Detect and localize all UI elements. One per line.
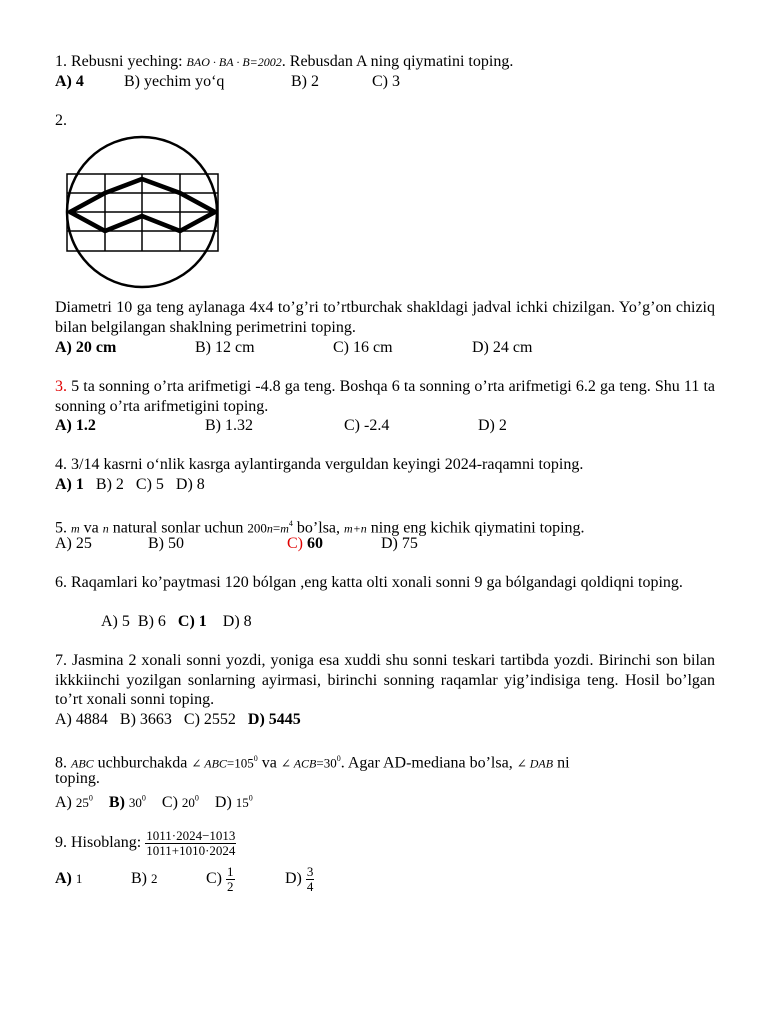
q7-text: 7. Jasmina 2 xonali sonni yozdi, yoniga esa xuddi shu sonni teskari tartibda yozdi. Birinchi son bilan ikkkiinchi yozilgan sonlarning ayirmasi, birinchi sonning raqamlar yig’indisiga teng. Hosil bo’lgan to’rt xonali sonni toping.	[55, 652, 715, 708]
q4-option-b: B) 2	[95, 476, 124, 493]
q2-option-a: A) 20 cm	[55, 339, 117, 356]
q6-text: 6. Raqamlari ko’paytmasi 120 bólgan ,eng katta olti xonali sonni 9 ga bólgandagi qoldiqni toping.	[55, 574, 683, 591]
q4-option-c: C) 5	[135, 476, 164, 493]
q6-option-d: D) 8	[222, 613, 252, 630]
q9-fraction: $\frac{1011\cdot 2024-1013}{1011+1010\cdot 2024}$	[146, 827, 236, 858]
q3-option-d: D) 2	[478, 417, 507, 434]
q2-option-d: D) 24 cm	[472, 339, 533, 356]
q4-option-d: D) 8	[175, 476, 205, 493]
q6-option-c: C) 1	[177, 613, 207, 630]
q6-options	[101, 612, 252, 632]
q5-option-a: A) 25	[55, 535, 92, 552]
q8-option-d: D) $15^0$	[214, 794, 253, 812]
q1-option-b: B) yechim yo‘q	[124, 73, 225, 90]
q1-option-c: C) 3	[372, 73, 400, 90]
q5-option-b: B) 50	[148, 535, 184, 552]
q1-option-b2: B) 2	[291, 73, 319, 90]
q8-options	[55, 789, 253, 813]
q9-option-d: D) $\frac{3}{4}$	[285, 863, 314, 894]
q5-option-d: D) 75	[381, 535, 418, 552]
q8-text-cont: toping.	[55, 770, 100, 787]
q3-text: 3. 5 ta sonning o’rta arifmetigi -4.8 ga teng. Boshqa 6 ta sonning o’rta arifmetigi 6.2 ga teng. Shu 11 ta sonning o’rta arifmetigini toping.	[55, 378, 715, 415]
q3-option-c: C) -2.4	[344, 417, 390, 434]
q7-option-a: A) 4884	[55, 711, 108, 728]
q4-options	[55, 475, 205, 495]
q9-option-a: A) 1	[55, 870, 83, 887]
q1-option-a: A) 4	[55, 73, 84, 90]
q7-option-d: D) 5445	[247, 711, 301, 728]
q4-text: 4. 3/14 kasrni o‘nlik kasrga aylantirganda verguldan keyingi 2024-raqamni toping.	[55, 456, 584, 473]
q9-text: 9. Hisoblang: $\frac{1011\cdot 2024-1013}{1011+1010\cdot 2024}$	[55, 827, 236, 858]
q3-option-a: A) 1.2	[55, 417, 96, 434]
q8-option-a: A) $25^0$	[55, 794, 93, 812]
q2-option-c: C) 16 cm	[333, 339, 393, 356]
q7-option-b: B) 3663	[119, 711, 172, 728]
q6-option-a: A) 5	[101, 613, 130, 630]
q7-options	[55, 710, 301, 730]
q9-option-b: B) 2	[131, 870, 158, 887]
q8-text: 8. ABC uchburchakda ∠ $ABC=105^0$ va ∠ $ACB=30^0$. Agar AD-mediana bo’lsa, ∠ DAB ni	[55, 754, 570, 772]
q6-option-b: B) 6	[137, 613, 166, 630]
q2-number: 2.	[55, 112, 67, 129]
q8-option-b: B) $30^0$	[108, 794, 146, 812]
grid	[67, 174, 218, 251]
q3-number: 3.	[55, 378, 67, 395]
q3-option-b: B) 1.32	[205, 417, 253, 434]
q9-option-c: C) $\frac{1}{2}$	[206, 863, 234, 894]
q2-option-b: B) 12 cm	[195, 339, 255, 356]
q1-text: 1. Rebusni yeching: BAO · BA · B=2002. Rebusdan A ning qiymatini toping.	[55, 53, 514, 70]
q5-text: 5. m va n natural sonlar uchun $200n=m^4$ bo’lsa, m+n ning eng kichik qiymatini toping.	[55, 519, 585, 537]
q2-figure	[55, 134, 235, 290]
q4-option-a: A) 1	[55, 476, 84, 493]
q2-text: Diametri 10 ga teng aylanaga 4x4 to’g’ri to’rtburchak shakldagi jadval ichki chizilgan. Yo’g’on chiziq bilan belgilangan shaklning perimetrini toping.	[55, 299, 715, 336]
q8-option-c: C) $20^0$	[161, 794, 199, 812]
q5-option-c: C) 60	[287, 535, 323, 552]
q7-option-c: C) 2552	[183, 711, 236, 728]
